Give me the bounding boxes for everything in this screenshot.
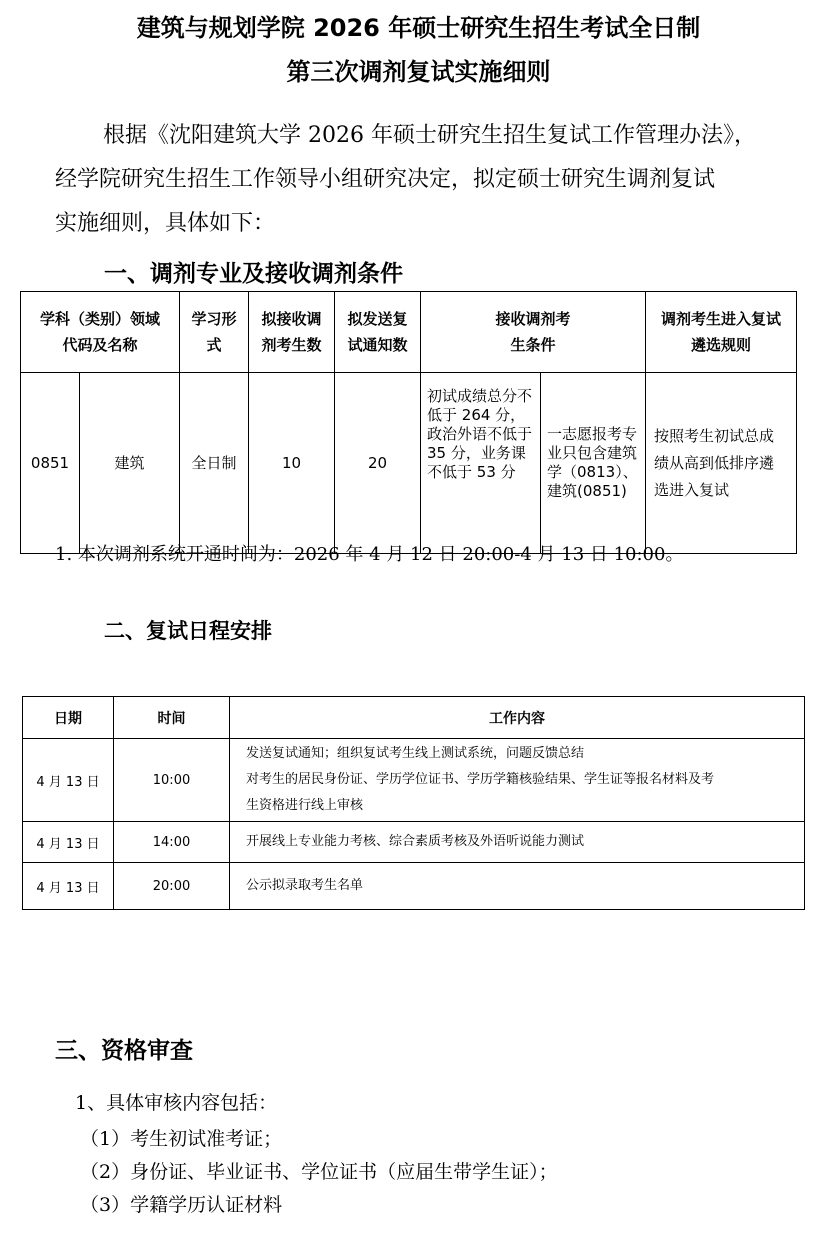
table-header-row <box>21 292 797 373</box>
schedule-content-line: 发送复试通知；组织复试考生线上测试系统，问题反馈总结 <box>246 746 585 761</box>
header-field: 学科（类别）领域代码及名称 <box>21 292 180 373</box>
schedule-date: 4 月 13 日 <box>23 863 114 910</box>
intro-paragraph <box>55 114 795 246</box>
schedule-time: 20:00 <box>114 863 230 910</box>
cell-mode: 全日制 <box>180 373 249 554</box>
cell-name: 建筑 <box>80 373 180 554</box>
cell-major-condition: 一志愿报考专业只包含建筑学（0813）、建筑(0851) <box>541 373 646 554</box>
section3-heading: 三、资格审查 <box>55 1038 193 1064</box>
schedule-time: 10:00 <box>114 739 230 822</box>
intro-line3: 实施细则，具体如下： <box>55 211 276 236</box>
schedule-table <box>22 696 805 910</box>
cell-code: 0851 <box>21 373 80 554</box>
review-sub-1: （1）考生初试准考证； <box>80 1128 283 1150</box>
header-date: 日期 <box>23 697 114 739</box>
adjustment-conditions-table <box>20 291 797 554</box>
review-sub-2: （2）身份证、毕业证书、学位证书（应届生带学生证）； <box>80 1161 558 1183</box>
table-row <box>23 739 805 822</box>
cell-notice: 20 <box>335 373 421 554</box>
intro-line1: 根据《沈阳建筑大学 2026 年硕士研究生招生复试工作管理办法》， <box>103 123 756 148</box>
header-conditions: 接收调剂考生条件 <box>421 292 646 373</box>
table-row <box>23 863 805 910</box>
intro-line2: 经学院研究生招生工作领导小组研究决定，拟定硕士研究生调剂复试 <box>55 167 716 192</box>
header-time: 时间 <box>114 697 230 739</box>
schedule-content-line: 开展线上专业能力考核、综合素质考核及外语听说能力测试 <box>246 834 585 849</box>
header-notice: 拟发送复试通知数 <box>335 292 421 373</box>
schedule-time: 14:00 <box>114 822 230 863</box>
system-open-time-note: 1. 本次调剂系统开通时间为：2026 年 4 月 12 日 20:00-4 月 13 日 10:00。 <box>55 544 684 565</box>
schedule-content-line: 公示拟录取考生名单 <box>246 878 364 893</box>
schedule-content-line: 生资格进行线上审核 <box>246 798 364 813</box>
schedule-header-row <box>23 697 805 739</box>
cell-accept: 10 <box>249 373 335 554</box>
schedule-content <box>230 822 805 863</box>
cell-selection-rule: 按照考生初试总成绩从高到低排序遴选进入复试 <box>646 373 797 554</box>
section1-heading: 一、调剂专业及接收调剂条件 <box>104 261 403 287</box>
header-mode: 学习形式 <box>180 292 249 373</box>
schedule-content <box>230 739 805 822</box>
review-item-1: 1、具体审核内容包括： <box>75 1092 278 1114</box>
cell-score-condition: 初试成绩总分不低于 264 分，政治外语不低于 35 分，业务课不低于 53 分 <box>421 373 541 554</box>
document-title-line1: 建筑与规划学院 2026 年硕士研究生招生考试全日制 <box>136 14 701 42</box>
header-rule: 调剂考生进入复试遴选规则 <box>646 292 797 373</box>
table-row <box>21 373 797 554</box>
section2-heading: 二、复试日程安排 <box>104 619 272 643</box>
schedule-date: 4 月 13 日 <box>23 822 114 863</box>
schedule-content <box>230 863 805 910</box>
document-title-line2: 第三次调剂复试实施细则 <box>286 58 551 86</box>
header-content: 工作内容 <box>230 697 805 739</box>
review-sub-3: （3）学籍学历认证材料 <box>80 1194 283 1216</box>
schedule-content-line: 对考生的居民身份证、学历学位证书、学历学籍核验结果、学生证等报名材料及考 <box>246 772 715 787</box>
header-accept: 拟接收调剂考生数 <box>249 292 335 373</box>
table-row <box>23 822 805 863</box>
schedule-date: 4 月 13 日 <box>23 739 114 822</box>
